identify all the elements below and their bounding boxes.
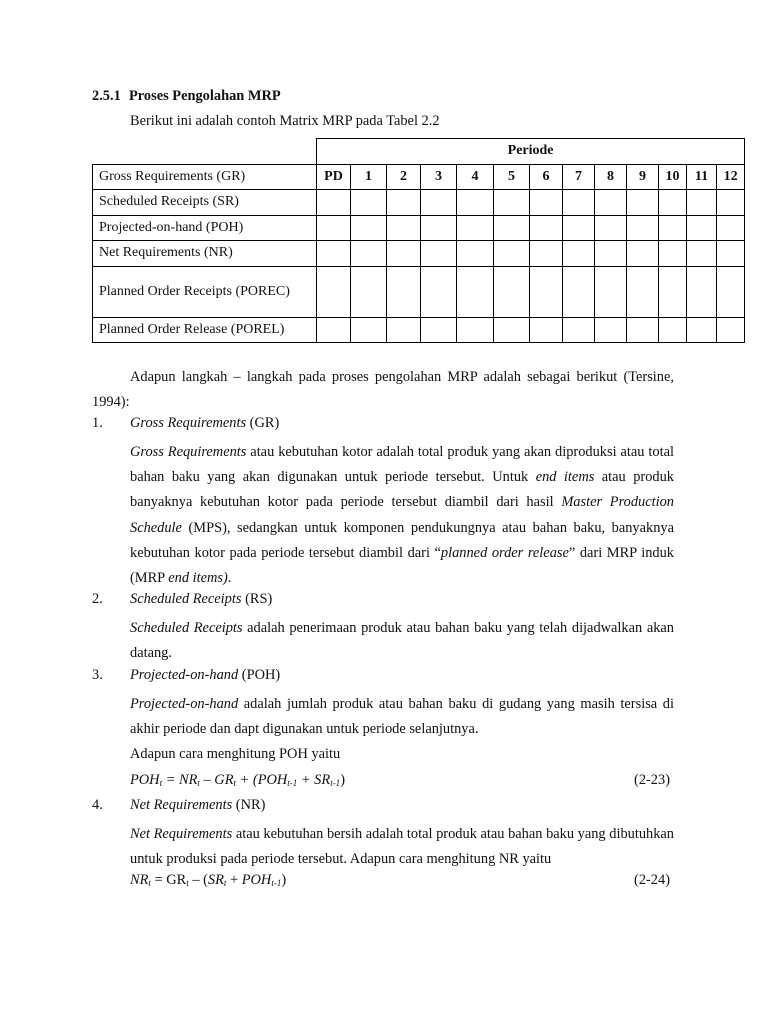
text-span: adalah penerimaan produk atau bahan baku yang telah dijadwalkan akan datang. (130, 620, 674, 662)
list-item-body (130, 440, 674, 591)
list-item-abbr: (GR) (249, 415, 280, 431)
text-span: Gross Requirements (130, 444, 247, 460)
list-item-abbr: (POH) (241, 667, 281, 683)
period-header: Periode (317, 139, 745, 165)
row-label: Gross Requirements (GR) (93, 164, 317, 190)
list-item-number: 2. (92, 591, 103, 607)
text-span: end items) (168, 570, 228, 587)
text-span: planned order release (440, 544, 569, 561)
list-item-title (130, 591, 272, 608)
section-heading (92, 88, 281, 105)
column-header: 12 (717, 164, 745, 190)
row-label: Projected-on-hand (POH) (93, 215, 317, 241)
equation-poh: $POH_t = NR_t - GR_t + (POH_{t-1} + SR_{t-1})$ (2-23) (130, 772, 670, 788)
list-item-title-text: Projected-on-hand (130, 667, 239, 683)
list-item-number: 4. (92, 797, 103, 813)
list-item-abbr: (NR) (235, 797, 266, 813)
column-header: 10 (659, 164, 687, 190)
row-label: Scheduled Receipts (SR) (93, 190, 317, 216)
text-span: atau kebutuhan bersih adalah total produk atau bahan baku yang dibutuhkan untuk produksi pada periode tersebut. Adapun cara menghitung NR yaitu (130, 826, 674, 868)
text-span: Projected-on-hand (130, 696, 239, 712)
row-label (93, 266, 317, 317)
list-item-body: Adapun cara menghitung POH yaitu (130, 746, 341, 762)
text-span: Net Requirements (130, 826, 233, 842)
row-label: Planned Order Release (POREL) (93, 317, 317, 343)
column-header: 2 (387, 164, 421, 190)
column-header: PD (317, 164, 351, 190)
list-item-title-text: Net Requirements (130, 797, 233, 813)
section-number: 2.5.1 (92, 88, 121, 104)
table-row (93, 317, 745, 343)
column-header: 4 (457, 164, 494, 190)
steps-intro-paragraph: Adapun langkah – langkah pada proses pengolahan MRP adalah sebagai berikut (Tersine, 1994): (92, 369, 674, 411)
table-corner (93, 139, 317, 165)
list-item-title (130, 415, 279, 432)
column-header: 11 (687, 164, 717, 190)
text-span: Master Production Schedule (130, 494, 674, 536)
row-label-text: Planned Order Receipts (POREC) (99, 284, 290, 299)
text-span: adalah jumlah produk atau bahan baku di gudang yang masih tersisa di akhir periode dan dapt digunakan untuk periode selanjutnya. (130, 696, 674, 738)
text-span: (MPS), sedangkan untuk komponen pendukungnya atau bahan baku, banyaknya kebutuhan kotor pada periode tersebut diambil dari “ (130, 519, 674, 561)
column-header: 1 (351, 164, 387, 190)
text-span: atau produk banyaknya kebutuhan kotor pada periode tersebut diambil dari hasil (130, 469, 674, 511)
list-item-number: 1. (92, 415, 103, 431)
list-item-abbr: (RS) (245, 591, 273, 607)
column-header: 7 (563, 164, 595, 190)
section-title: Proses Pengolahan MRP (129, 88, 281, 104)
column-header: 6 (530, 164, 563, 190)
list-item-number: 3. (92, 667, 103, 683)
text-span: Scheduled Receipts (130, 620, 243, 636)
text-span: end items (535, 469, 595, 486)
list-item-body (130, 822, 674, 872)
list-item-body (130, 692, 674, 742)
table-row (93, 215, 745, 241)
table-row (93, 190, 745, 216)
list-item-body (130, 616, 674, 666)
text-span: atau kebutuhan kotor adalah total produk yang akan diproduksi atau total bahan baku yang akan digunakan untuk periode tersebut. Untuk (130, 444, 674, 486)
column-header: 5 (494, 164, 530, 190)
equation-number: (2-24) (634, 872, 670, 888)
column-header: 3 (421, 164, 457, 190)
mrp-matrix-table (92, 138, 745, 343)
column-header: 9 (627, 164, 659, 190)
text-span: . (227, 570, 232, 587)
table-row (93, 164, 745, 190)
list-item-title-text: Gross Requirements (130, 415, 247, 431)
list-item-title (130, 667, 280, 684)
intro-sentence: Berikut ini adalah contoh Matrix MRP pada Tabel 2.2 (130, 113, 440, 129)
table-header-row (93, 139, 745, 165)
equation-nr: $NR_t = GR_t - (SR_t + POH_{t-1})$ (2-24) (130, 872, 670, 888)
row-label: Net Requirements (NR) (93, 241, 317, 267)
text-span: ” dari MRP induk (MRP (130, 544, 674, 587)
table-row (93, 241, 745, 267)
equation-number: (2-23) (634, 772, 670, 788)
list-item-title (130, 797, 265, 814)
column-header: 8 (595, 164, 627, 190)
list-item-title-text: Scheduled Receipts (130, 591, 242, 607)
table-row (93, 266, 745, 317)
